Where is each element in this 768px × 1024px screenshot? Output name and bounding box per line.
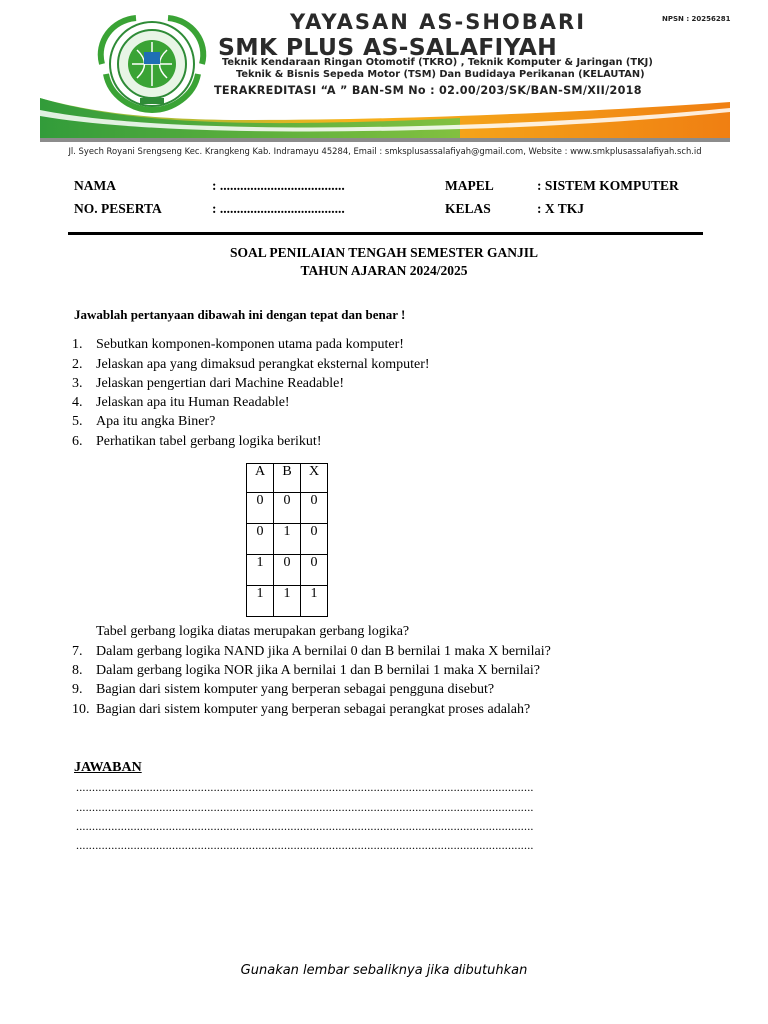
- school-name: SMK PLUS AS-SALAFIYAH: [218, 33, 558, 61]
- question-number: 2.: [72, 357, 83, 372]
- question-text: Dalam gerbang logika NAND jika A bernilai 0 dan B bernilai 1 maka X bernilai?: [96, 644, 551, 659]
- answer-line-4[interactable]: ...............................................................................................................................................: [76, 838, 534, 852]
- programs-line-1: Teknik Kendaraan Ringan Otomotif (TKRO) , Teknik Komputer & Jaringan (TKJ): [222, 57, 653, 68]
- question-number: 4.: [72, 395, 83, 410]
- question-text: Jelaskan pengertian dari Machine Readable!: [96, 376, 345, 391]
- peserta-label: NO. PESERTA: [74, 201, 162, 216]
- letterhead: [0, 0, 768, 165]
- question-number: 8.: [72, 663, 83, 678]
- footer-note: Gunakan lembar sebaliknya jika dibutuhkan: [240, 963, 528, 978]
- kelas-label: KELAS: [445, 201, 491, 216]
- table-cell: 1: [274, 524, 301, 555]
- nama-field[interactable]: : .....................................: [212, 178, 345, 193]
- table-cell: 0: [247, 493, 274, 524]
- question-text: Apa itu angka Biner?: [96, 414, 216, 429]
- table-cell: 1: [274, 586, 301, 617]
- question-number: 7.: [72, 644, 83, 659]
- exam-year: TAHUN AJARAN 2024/2025: [300, 263, 468, 278]
- table-cell: 1: [301, 586, 328, 617]
- accreditation-line: TERAKREDITASI “A ” BAN-SM No : 02.00/203/SK/BAN-SM/XII/2018: [214, 84, 642, 97]
- table-cell: 0: [301, 555, 328, 586]
- table-row: [247, 493, 328, 524]
- instruction-text: Jawablah pertanyaan dibawah ini dengan tepat dan benar !: [74, 307, 406, 322]
- school-address: Jl. Syech Royani Srengseng Kec. Krangkeng Kab. Indramayu 45284, Email : smksplusassalafiyah@gmail.com, Website : www.smkplusassalafiyah.sch.id: [68, 146, 702, 156]
- answer-heading: JAWABAN: [74, 760, 142, 775]
- table-header-cell: B: [274, 464, 301, 493]
- table-cell: 1: [247, 586, 274, 617]
- table-cell: 0: [274, 493, 301, 524]
- table-header-row: [247, 464, 328, 493]
- table-cell: 0: [301, 493, 328, 524]
- question-number: 5.: [72, 414, 83, 429]
- question-text: Tabel gerbang logika diatas merupakan gerbang logika?: [96, 624, 410, 639]
- table-cell: 1: [247, 555, 274, 586]
- question-number: 10.: [72, 702, 90, 717]
- table-header-cell: X: [301, 464, 328, 493]
- npsn-label: NPSN : 20256281: [662, 15, 731, 23]
- question-number: 1.: [72, 337, 83, 352]
- logic-gate-truth-table: [246, 463, 328, 617]
- kelas-value: : X TKJ: [537, 201, 585, 216]
- table-row: [247, 524, 328, 555]
- table-row: [247, 555, 328, 586]
- question-text: Sebutkan komponen-komponen utama pada komputer!: [96, 337, 404, 352]
- question-text: Perhatikan tabel gerbang logika berikut!: [96, 434, 322, 449]
- foundation-name: YAYASAN AS-SHOBARI: [289, 10, 587, 34]
- table-row: [247, 586, 328, 617]
- mapel-label: MAPEL: [445, 178, 494, 193]
- peserta-field[interactable]: : .....................................: [212, 201, 345, 216]
- question-text: Jelaskan apa yang dimaksud perangkat eksternal komputer!: [96, 357, 430, 372]
- question-text: Dalam gerbang logika NOR jika A bernilai 1 dan B bernilai 1 maka X bernilai?: [96, 663, 540, 678]
- table-header-cell: A: [247, 464, 274, 493]
- table-cell: 0: [301, 524, 328, 555]
- question-text: Jelaskan apa itu Human Readable!: [96, 395, 290, 410]
- mapel-value: : SISTEM KOMPUTER: [537, 178, 679, 193]
- table-cell: 0: [247, 524, 274, 555]
- answer-line-1[interactable]: ...............................................................................................................................................: [76, 780, 534, 794]
- school-logo: [92, 12, 212, 116]
- answer-line-3[interactable]: ...............................................................................................................................................: [76, 819, 534, 833]
- table-cell: 0: [274, 555, 301, 586]
- header-divider: [68, 232, 703, 235]
- exam-title: SOAL PENILAIAN TENGAH SEMESTER GANJIL: [229, 245, 539, 260]
- nama-label: NAMA: [74, 178, 116, 193]
- question-number: 3.: [72, 376, 83, 391]
- question-text: Bagian dari sistem komputer yang berperan sebagai pengguna disebut?: [96, 682, 495, 697]
- question-number: 9.: [72, 682, 83, 697]
- programs-line-2: Teknik & Bisnis Sepeda Motor (TSM) Dan Budidaya Perikanan (KELAUTAN): [236, 69, 645, 80]
- question-text: Bagian dari sistem komputer yang berperan sebagai perangkat proses adalah?: [96, 702, 531, 717]
- question-number: 6.: [72, 434, 83, 449]
- answer-line-2[interactable]: ...............................................................................................................................................: [76, 800, 534, 814]
